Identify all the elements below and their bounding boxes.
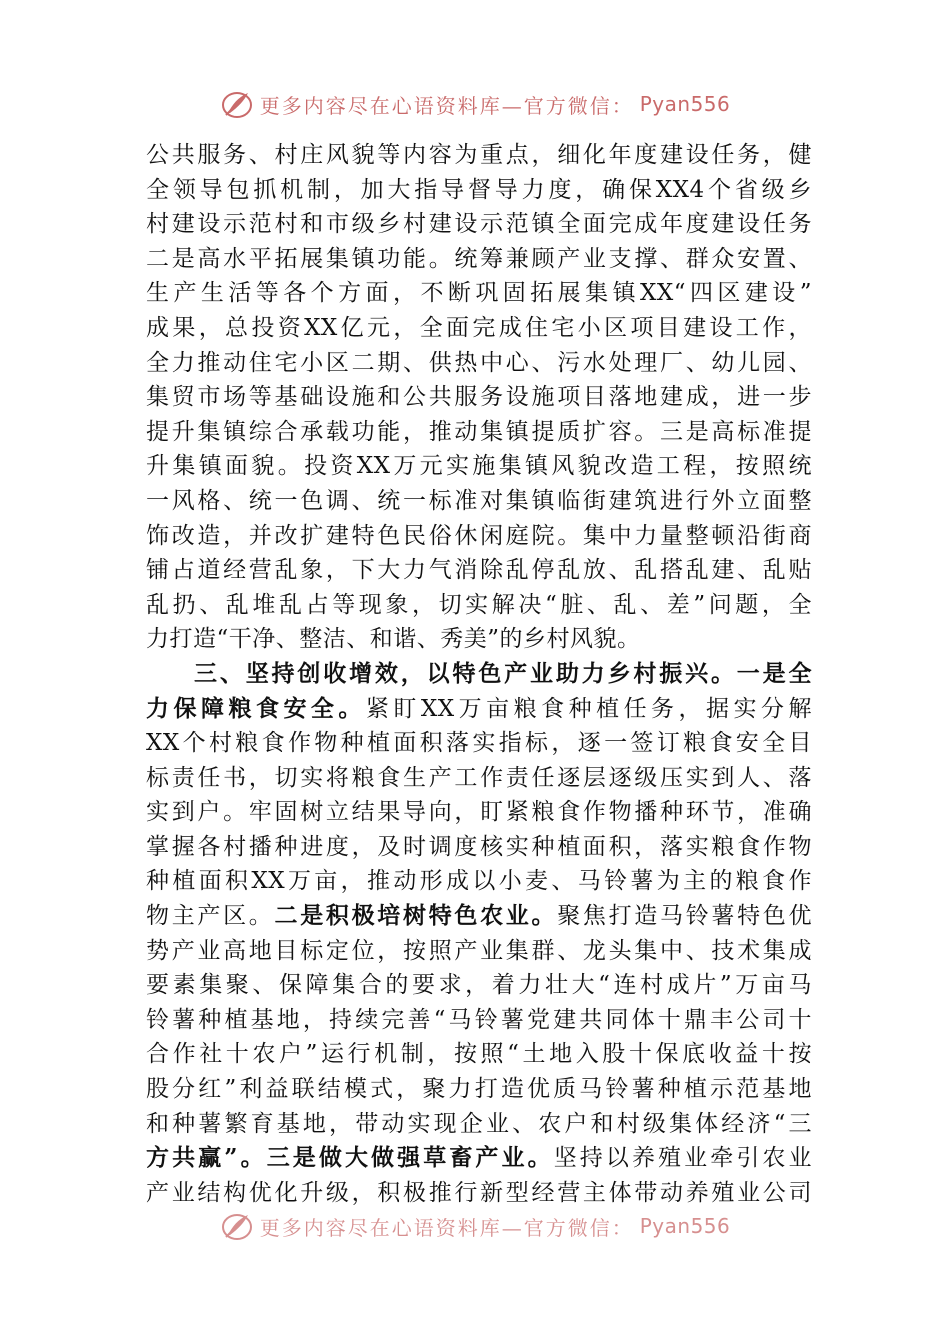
body-text-segment: 要素集聚、保障集合的要求，着力壮大“连村成片”万亩马 — [146, 972, 812, 999]
bold-heading-text: 二是积极培树特色农业。 — [274, 902, 558, 930]
text-line — [146, 899, 812, 934]
header-watermark — [0, 84, 950, 124]
watermark-handle: Pyan556 — [639, 92, 731, 116]
watermark-handle: Pyan556 — [639, 1214, 731, 1238]
body-text-segment: 物主产区。 — [146, 903, 275, 930]
body-text-segment: 标责任书，切实将粮食生产工作责任逐层逐级压实到人、落 — [146, 764, 812, 791]
body-text-segment: 全领导包抓机制，加大指导督导力度，确保XX4个省级乡 — [146, 176, 812, 203]
text-line — [146, 657, 812, 692]
body-text-segment: 掌握各村播种进度，及时调度核实种植面积，落实粮食作物 — [146, 833, 812, 860]
body-text-segment: 股分红”利益联结模式，聚力打造优质马铃薯种植示范基地 — [146, 1076, 812, 1103]
text-line — [146, 380, 812, 415]
text-line — [146, 692, 812, 727]
quill-pen-icon — [220, 87, 254, 121]
body-text-segment: 实到户。牢固树立结果导向，盯紧粮食作物播种环节，准确 — [146, 799, 812, 826]
body-text-segment: 和种薯繁育基地，带动实现企业、农户和村级集体经济“三 — [146, 1110, 812, 1137]
body-text-segment: 升集镇面貌。投资XX万元实施集镇风貌改造工程，按照统 — [146, 453, 812, 480]
body-text-segment: 公共服务、村庄风貌等内容为重点，细化年度建设任务，健 — [146, 142, 812, 168]
bold-heading-text: 三、坚持创收增效，以特色产业助力乡村振兴。一是全 — [194, 659, 812, 687]
body-text-segment: 铃薯种植基地，持续完善“马铃薯党建共同体十鼎丰公司十 — [146, 1006, 812, 1033]
text-line — [146, 449, 812, 484]
body-text-segment: 一风格、统一色调、统一标准对集镇临街建筑进行外立面整 — [146, 487, 812, 514]
text-line — [146, 311, 812, 346]
text-line — [146, 761, 812, 796]
text-line — [146, 415, 812, 450]
body-text-segment: 力打造“干净、整洁、和谐、秀美”的乡村风貌。 — [146, 626, 641, 653]
text-line — [146, 622, 812, 657]
text-line — [146, 346, 812, 381]
text-line — [146, 1037, 812, 1072]
bold-heading-text: 方共赢”。 — [146, 1144, 267, 1172]
text-line — [146, 173, 812, 208]
body-text-segment: 聚焦打造马铃薯特色优 — [557, 903, 813, 930]
body-text-segment: 集贸市场等基础设施和公共服务设施项目落地建成，进一步 — [146, 384, 812, 411]
body-text-segment: XX个村粮食作物种植面积落实指标，逐一签订粮食安全目 — [146, 730, 812, 757]
text-line — [146, 864, 812, 899]
body-text-segment: 饰改造，并改扩建特色民俗休闲庭院。集中力量整顿沿街商 — [146, 522, 812, 549]
footer-watermark — [0, 1206, 950, 1246]
text-line — [146, 519, 812, 554]
body-text-segment: 全力推动住宅小区二期、供热中心、污水处理厂、幼儿园、 — [146, 349, 812, 376]
text-line — [146, 1003, 812, 1038]
text-line — [146, 1141, 812, 1176]
document-body — [146, 138, 812, 1210]
text-line — [146, 242, 812, 277]
body-text-segment: 村建设示范村和市级乡村建设示范镇全面完成年度建设任务 — [146, 211, 812, 238]
body-text-segment: 乱扔、乱堆乱占等现象，切实解决“脏、乱、差”问题，全 — [146, 591, 812, 618]
body-text-segment: 势产业高地目标定位，按照产业集群、龙头集中、技术集成 — [146, 937, 812, 964]
text-line — [146, 726, 812, 761]
text-line — [146, 1107, 812, 1142]
body-text-segment: 生产生活等各个方面，不断巩固拓展集镇XX“四区建设” — [146, 280, 812, 307]
text-line — [146, 588, 812, 623]
text-line — [146, 276, 812, 311]
text-line — [146, 968, 812, 1003]
body-text-segment: 成果，总投资XX亿元，全面完成住宅小区项目建设工作， — [146, 314, 812, 341]
body-text-segment: 产业结构优化升级，积极推行新型经营主体带动养殖业公司 — [146, 1179, 812, 1206]
body-text-segment: 合作社十农户”运行机制，按照“土地入股十保底收益十按 — [146, 1041, 812, 1068]
body-text-segment: 二是高水平拓展集镇功能。统筹兼顾产业支撑、群众安置、 — [146, 245, 812, 272]
bold-heading-text: 力保障粮食安全。 — [146, 694, 366, 722]
text-line — [146, 934, 812, 969]
body-text-segment: 坚持以养殖业牵引农业 — [553, 1145, 813, 1172]
body-text-segment: 紧盯XX万亩粮食种植任务，据实分解 — [365, 695, 813, 722]
text-line — [146, 138, 812, 173]
watermark-text: 更多内容尽在心语资料库—官方微信： — [259, 1215, 634, 1240]
text-line — [146, 830, 812, 865]
text-line — [146, 207, 812, 242]
text-line — [146, 1072, 812, 1107]
text-line — [146, 484, 812, 519]
text-line — [146, 553, 812, 588]
body-text-segment: 种植面积XX万亩，推动形成以小麦、马铃薯为主的粮食作 — [146, 868, 812, 895]
body-text-segment: 提升集镇综合承载功能，推动集镇提质扩容。三是高标准提 — [146, 418, 812, 445]
bold-heading-text: 三是做大做强草畜产业。 — [266, 1144, 554, 1172]
quill-pen-icon — [220, 1209, 254, 1243]
watermark-text: 更多内容尽在心语资料库—官方微信： — [259, 93, 634, 118]
text-line — [146, 795, 812, 830]
body-text-segment: 铺占道经营乱象，下大力气消除乱停乱放、乱搭乱建、乱贴 — [146, 557, 812, 584]
